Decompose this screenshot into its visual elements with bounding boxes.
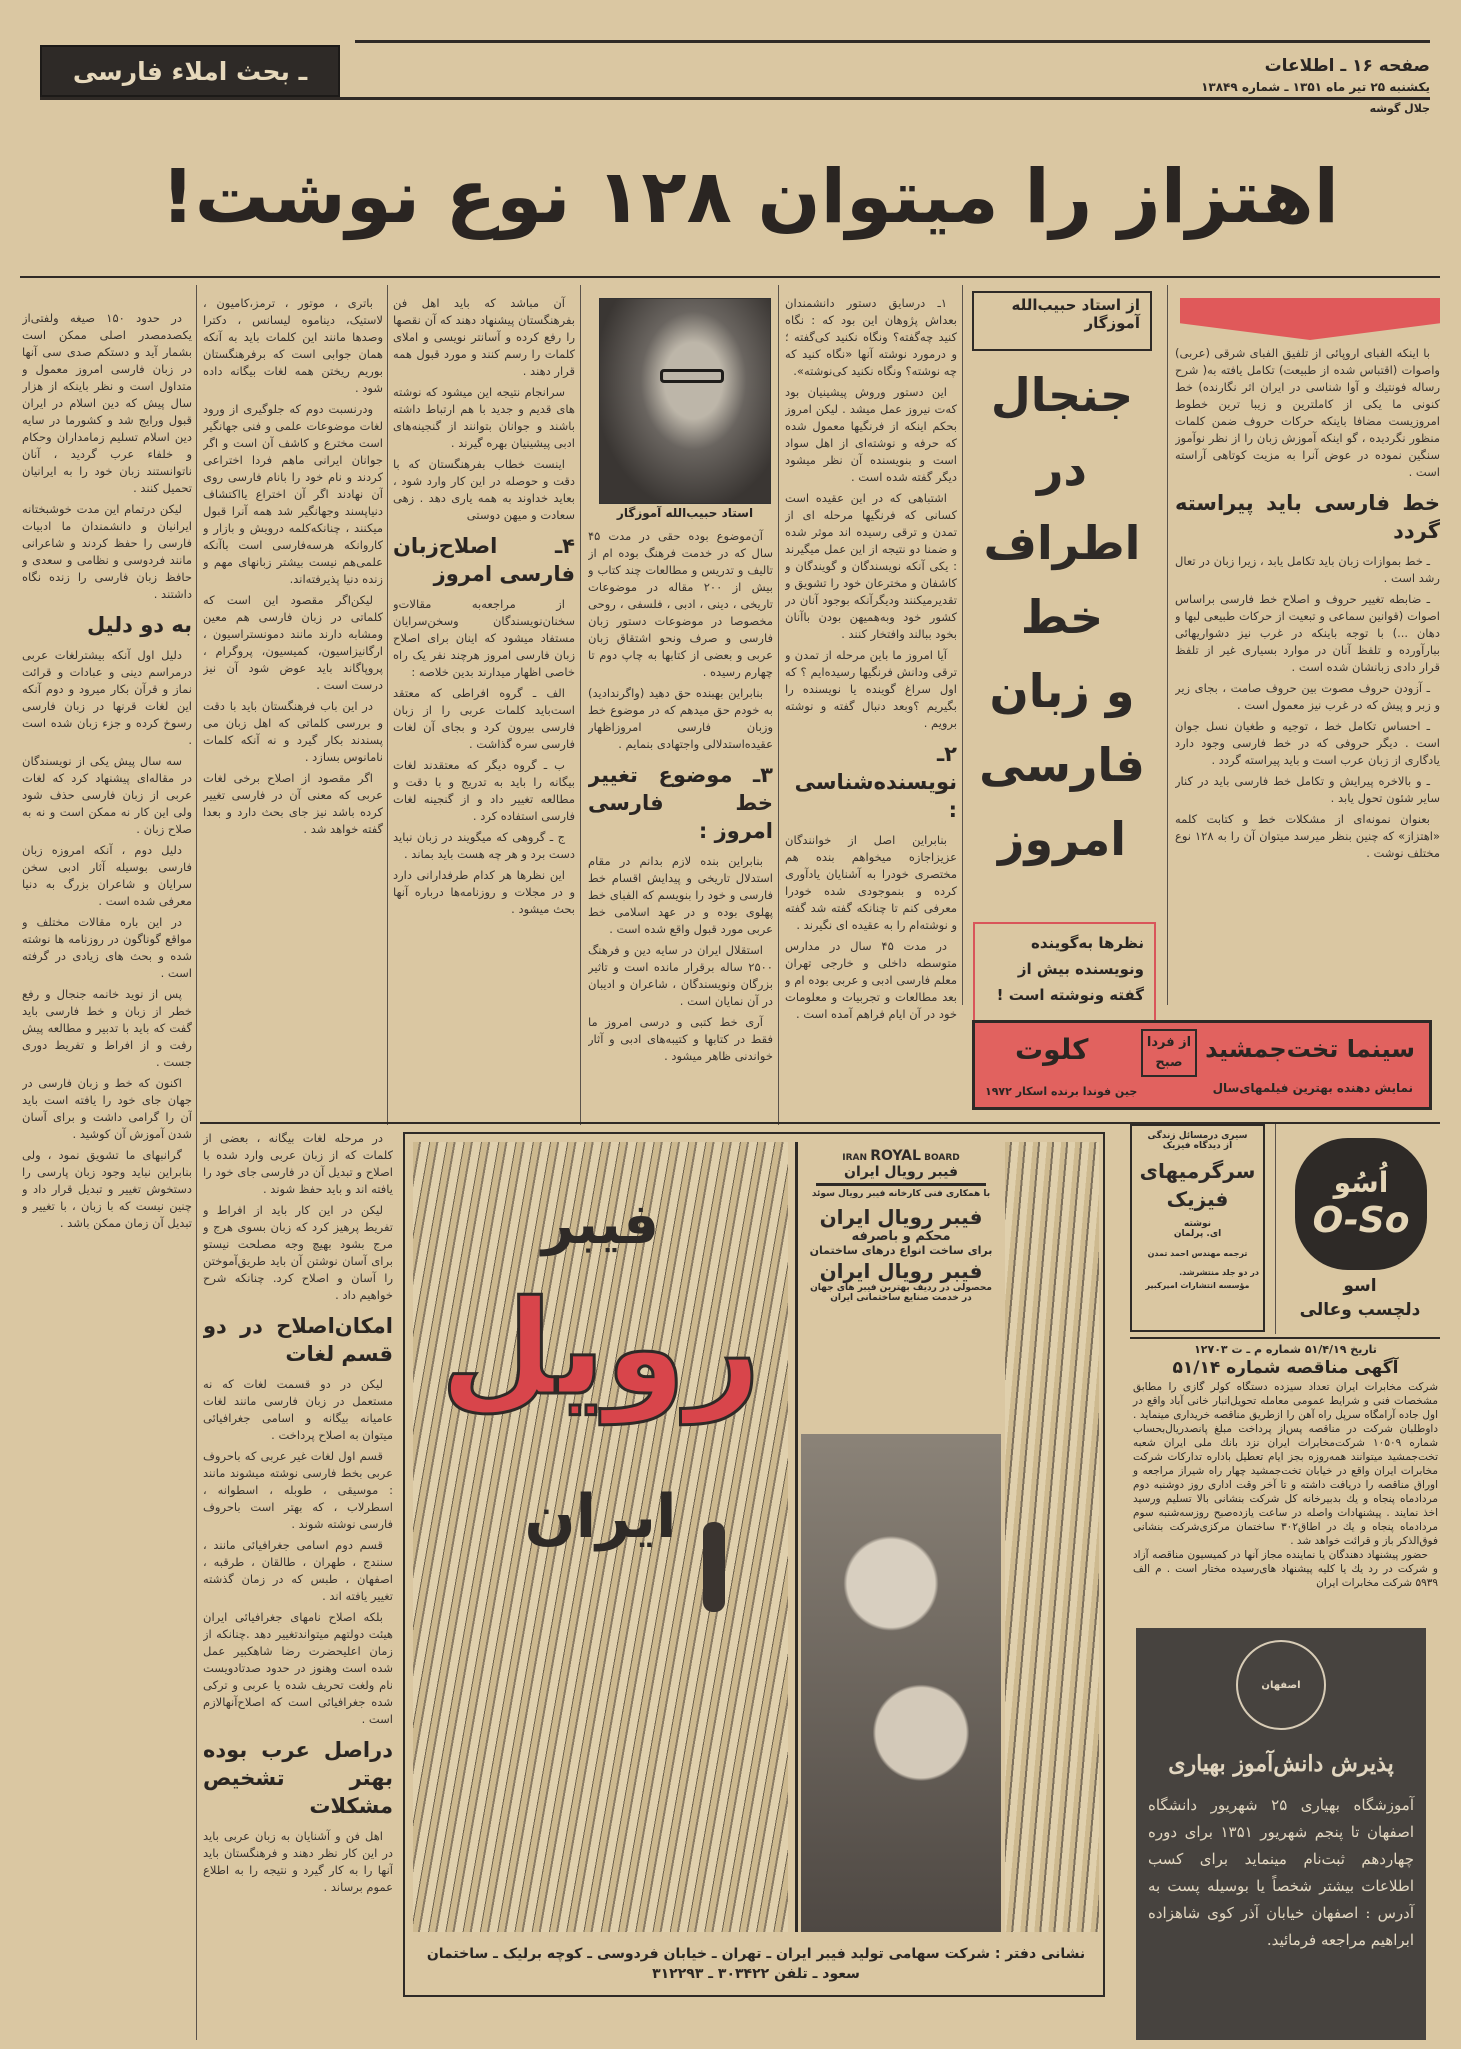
book-pre-1: سیری درمسائل زندگی [1147, 1131, 1248, 1141]
date-line: یکشنبه ۲۵ تیر ماه ۱۳۵۱ ـ شماره ۱۳۸۴۹ [1201, 80, 1430, 94]
paragraph: ـ آزودن حروف مصوت بین حروف صامت ، بجای زیر و زبر و پیش که در غرب نیز معمول است . [1175, 681, 1440, 712]
glasses-shape [660, 369, 724, 383]
page-info: صفحه ۱۶ ـ اطلاعات [1264, 56, 1430, 76]
royal-name-2: فیبر رویال ایران [819, 1259, 983, 1283]
paragraph: ـ احساس تکامل خط ، توجیه و طغیان نسل جوان است . دیگر حروفی که در خط فارسی وجود دارد یادگاری از زبان عرب است و باید پیراسته گردد . [1175, 719, 1440, 767]
feature-title-line: فارسی [979, 738, 1145, 792]
book-ad [1130, 1124, 1265, 1332]
film-title: کلوت [1015, 1033, 1089, 1066]
feature-title [966, 358, 1158, 876]
column-divider [196, 285, 197, 2040]
article-column-7 [203, 1130, 393, 2040]
paragraph: اینست خطاب بفرهنگستان که با دقت و حوصله در این کار وارد شود ، بعاید خداوند به همه یاری دهد . زهی سعادت و میهن دوستی [393, 457, 575, 522]
paragraph: سه سال پیش یکی از نویسندگان در مقاله‌ای پیشنهاد کرد که لغات عربی از زبان فارسی حذف شود ولی این کار نه ممکن است و نه به صلاح زبان . [22, 754, 192, 836]
red-ribbon [1180, 298, 1440, 340]
oso-logo-fa: اُسُو [1333, 1166, 1389, 1199]
ad-divider [795, 1142, 798, 1932]
column-divider [580, 285, 581, 1125]
university-seal-icon [1236, 1640, 1326, 1730]
column-divider [1275, 1124, 1276, 1334]
paragraph: قسم اول لغات غیر عربی که باحروف عربی بخط فارسی نوشته میشوند مانند : موسیقی ، طوبله ، اسطوانه ، اسطرلاب ، که بهتر است باحروف فارسی نوشته شوند . [203, 1449, 393, 1531]
royal-name: فیبر رویال ایران [819, 1205, 983, 1229]
paragraph: گرانبهای ما تشویق نمود ، ولی بنابراین نباید وجود زبان پارسی را دستخوش تغییر و تبدیل قرار داد و چنین نیست که با زبان ، با تغییر و تبدیل آن زمان ممکن باشد . [22, 1148, 192, 1230]
column-divider [962, 285, 963, 1005]
seal-text: اصفهان [1261, 1679, 1301, 1691]
article-column-5 [203, 295, 383, 1115]
subheading: امکان‌اصلاح در دو قسم لغات [203, 1314, 393, 1366]
section-label-box [40, 45, 340, 97]
film-note: جین فوندا برنده اسکار ۱۹۷۲ [985, 1085, 1138, 1098]
royal-tag-2: برای ساخت انواع درهای ساختمان [809, 1244, 993, 1257]
paragraph: در مرحله لغات بیگانه ، بعضی از کلمات که از زبان عربی وارد شده با اصلاح و تبدیل آن در فارسی جای خود را یافته اند و باید حفظ شوند . [203, 1131, 393, 1196]
book-by-label: نوشته [1183, 1219, 1211, 1229]
photo-caption: استاد حبیب‌الله آموزگار [616, 506, 754, 520]
cinema-badge: از فردا صبح [1141, 1029, 1197, 1077]
paragraph: لیکن در دو قسمت لغات که نه مستعمل در زبان فارسی مانند لغات عامیانه بیگانه و اسامی جغرافیائی میتوان به اصلاح پرداخت . [203, 1377, 393, 1442]
paragraph: اکنون که خط و زبان فارسی در جهان جای خود را یافته است باید آن را گرامی داشت و برای آسان شدن آموزش آن کوشید . [22, 1076, 192, 1141]
paragraph: ـ خط بموازات زبان باید تکامل یابد ، زیرا زبان در تعال رشد است . [1175, 554, 1440, 585]
book-title: سرگرمیهای فیزیک [1139, 1159, 1256, 1211]
paragraph: اشتباهی که در این عقیده است کسانی که فرنگیها مرحله ای از تمدن و ترقی رسیده اند موثر شده و ضمنا دو نتیجه از این عمل میگیرند : یکی آنکه نویسندگان و گویندگان و کاشفان و مخترعان خود را تشویق و تقدیرمیکنند ودیگرآنکه بوجود آنان در کشور خود وبه‌همیهن بودن باآنان بخود ببالند وافتخار کنند . [785, 491, 957, 641]
royal-tag-1: محکم و باصرفه [851, 1229, 951, 1244]
paragraph: در مدت ۴۵ سال در مدارس متوسطه داخلی و خارجی تهران معلم فارسی ادبی و عربی بوده ام و بعد مطالعات و تجربیات و معلومات خود در آن ایام فراهم آمده است . [785, 939, 957, 1021]
book-pre-2: از دیدگاه فیزیک [1162, 1141, 1233, 1151]
book-author: ای. پرلمان [1173, 1229, 1222, 1239]
column-divider [387, 285, 388, 1125]
logo-en-2: ROYAL [870, 1148, 921, 1164]
paragraph: لیکن‌اگر مقصود این است که کلماتی در زبان فارسی هم معین ومشابه دارند مانند دمونستراسیون ، ارگانیزاسیون، کمیسیون، پروگرام ، پروپاگاند باید عوض شود آن نیز درست است . [203, 593, 383, 692]
royal-logo [816, 1148, 986, 1186]
subheading: دراصل عرب بوده بهتر تشخیص مشکلات [203, 1738, 393, 1818]
subheading: ۴ـ اصلاح‌زبان فارسی امروز [393, 534, 575, 586]
oso-slogan: دلچسب وعالی [1299, 1300, 1421, 1320]
book-publisher: مؤسسه انتشارات امیرکبیر [1145, 1281, 1250, 1290]
paragraph: آیا امروز ما باین مرحله از تمدن و ترقی ودانش فرنگیها رسیده‌ایم ؟ که اول سراغ گوینده یا نویسنده را بگیریم ؟وبعد دنبال گفته و نوشته برویم . [785, 648, 957, 730]
paragraph: اهل فن و آشنایان به زبان عربی باید در این کار نظر دهند و فرهنگستان باید آنها را به کار گیرد و نتیجه را به اطلاع عموم برساند . [203, 1829, 393, 1894]
paragraph: آری خط کتبی و درسی امروز ما فقط در کتابها و کتیبه‌های ادبی و آثار خواندنی ظاهر میشود . [588, 1015, 773, 1063]
oso-logo [1295, 1138, 1427, 1270]
article-column-2 [785, 295, 957, 1115]
paragraph: در این باب فرهنگستان باید با دقت و بررسی کلماتی که اهل زبان می پسندند بکار گیرد و نه آنکه کلمات نامانوس بسازد . [203, 699, 383, 764]
royal-tag-3: محصولی در ردیف بهترین فیبر های جهان [810, 1283, 992, 1293]
subheading: ۳ـ موضوع تغییر خط فارسی امروز : [588, 763, 773, 843]
article-column-3 [588, 528, 773, 1118]
paragraph: بلکه اصلاح نامهای جغرافیائی ایران هیئت دولتهم میتواندتغییر دهد .چنانکه از زمان اعلیحضرت رضا شاهکبیر عمل شده است وهنوز در حدود صدتادویست نام ولغت تحریف شده یا عربی و ترکی شده جغرافیائی است که اصلاح‌آنهالازم است . [203, 1610, 393, 1726]
paragraph: با اینکه الفبای اروپائی از تلفیق الفبای شرقی (عربی) واصوات (اقتباس شده از طبیعت) تکامل یافته به( شرح رساله فونتیك و آوا شناسی در ایران اثر نگارنده) خط کنونی ما یکی از کاملترین و زیبا ترین خطوط امروزیست مضافا باینکه حرکات حروف ضمن کلمات منظور نگردیده ، گو اینکه آموزش زبان را از نظر نوآموز سنگین نموده در عوض آنرا به مزیت کوتاهی آراسته است . [1175, 346, 1440, 479]
paragraph: الف ـ گروه افراطی که معتقد است‌باید کلمات عربی را از زبان فارسی بیرون کرد و بجای آن لغات فارسی سره گذاشت . [393, 686, 575, 751]
article-column-1 [1175, 345, 1440, 1005]
feature-title-line: خط [1020, 590, 1104, 644]
cinema-name: سینما تخت‌جمشید [1205, 1035, 1415, 1063]
paragraph: ج ـ گروهی که میگویند در زبان نباید دست برد و هر چه هست باید بماند . [393, 830, 575, 861]
logo-en-3: BOARD [924, 1153, 960, 1163]
tender-body-2: حضور پیشنهاد دهندگان یا نماینده مجاز آنها در کمیسیون مناقصه آزاد و شرکت در رد یك یا کلیه پیشنهاد های‌رسیده مختار است . م الف ۵۹۳۹ شرکت مخابرات ایران [1133, 1549, 1438, 1589]
feature-title-line: و زبان [989, 664, 1135, 718]
logo-fa: فیبر رویال ایران [844, 1164, 958, 1180]
oso-ad [1285, 1130, 1435, 1330]
children-photo [801, 1434, 1001, 1932]
main-headline: اهتزاز را میتوان ۱۲۸ نوع نوشت! [160, 154, 1340, 240]
paragraph: ـ و بالاخره پیرایش و تکامل خط فارسی باید در کنار سایر شئون تحول یابد . [1175, 774, 1440, 805]
author-photo [599, 298, 771, 504]
tender-body: شرکت مخابرات ایران تعداد سیزده دستگاه کولر گازی را مطابق مشخصات فنی و شرایط عمومی معامله تحویل‌انبار خانی آباد واقع در اول جاده آرامگاه سرپل راه آهن را ازطریق مناقصه خریداری مینماید . داوطلبان شرکت در مناقصه پس‌از پرداخت مبلغ پانصدریال‌بحساب شماره ۱۰۵۰۹ شرکت‌مخابرات ایران نزد بانك ملی ایران شعبه تخت‌جمشید میتوانند همه‌روزه بجز ایام تعطیل باداره تدارکات شرکت مخابرات ایران واقع در خیابان تخت‌جمشید چهار راه شیراز مراجعه و اوراق مناقصه را دریافت داشته و تا آخر وقت اداری روز دوشنبه دوم مردادماه پنجاه و یك بدبیرخانه کل شرکت بنشانی بالا تسلیم ورسید اخذ نمایند . پیشنهادات واصله در ساعت یازده‌صبح روزسه‌شنبه سوم مردادماه پنجاه و یك در اطاق۳۰۲ ساختمان مرکزی‌شرکت بنشانی فوق‌الذکر باز و قرائت خواهد شد . [1133, 1381, 1438, 1547]
tender-notice [1133, 1342, 1438, 1590]
headline-rule [20, 276, 1440, 278]
paragraph: ودرنسبت دوم که جلوگیری از ورود لغات موضوعات علمی و فنی جهانگیر است مخترع و کاشف آن است و اگر جوانان ایرانی ماهم فردا اختراعی کردند و نام خود را بانام فارسی روی آن نهادند اگر آن اختراع یااکتشاف دنیاپسند وجهانگیر شد همه آنرا قبول میکنند ، چنانکه‌کلمه درویش و بازار و کاروانکه هرسه‌فارسی است باآنکه علمی‌هم نیست بیشتر زبانهای مهم و زنده دنیا پذیرفته‌اند. [203, 402, 383, 586]
feature-title-line: اطراف [983, 516, 1141, 570]
feature-title-line: جنجال [990, 368, 1134, 422]
paragraph: از مراجعه‌به مقالات‌و سخنان‌نویسندگان وسخن‌سرایان مستفاد میشود که اینان برای اصلاح زبان فارسی امروز هرچند نفر یک راه خاصی اظهار میدارند بدین خلاصه : [393, 597, 575, 679]
byline: جلال گوشه [1369, 102, 1430, 115]
article-column-4 [393, 295, 575, 1115]
paragraph: استقلال ایران در سایه دین و فرهنگ ۲۵۰۰ ساله برقرار مانده است و تاثیر بزرگان ونویسندگان ، شاعران و ادیبان در آن نمایان است . [588, 943, 773, 1008]
tender-title: آگهی مناقصه شماره ۵۱/۱۴ [1172, 1358, 1399, 1378]
paragraph: سرانجام نتیجه این میشود که نوشته های قدیم و جدید با هم ارتباط داشته باشند و جوانان بتوانند از گنجینه‌های ادبی پیشینیان بهره گیرند . [393, 385, 575, 450]
oso-name: اسو [1343, 1276, 1377, 1296]
paragraph: ـ ضابطه تغییر حروف و اصلاح خط فارسی براساس اصوات (قوانین سماعی و تبعیت از حرکات طبیعی لبها و دهان ...) با توجه باینکه در غرب نیز دشواریهائی ببارآورده و تلفظ آنان در موارد بسیاری غیر از تلفظ قرار دادی زبانشان شده است . [1175, 592, 1440, 674]
isfahan-body: آموزشگاه بهیاری ۲۵ شهریور دانشگاه اصفهان تا پنجم شهریور ۱۳۵۱ برای دوره چهاردهم ثبت‌نام مینماید برای کسب اطلاعات بیشتر شخصاً یا بوسیله پست به آدرس : اصفهان خیابان آذر کوی شاهزاده ابراهیم مراجعه فرمائید. [1148, 1796, 1414, 1949]
section-label: ـ بحث املاء فارسی [72, 56, 308, 86]
feature-title-line: در [1036, 442, 1088, 496]
royal-coop: با همکاری فنی کارخانه فیبر رویال سوئد [811, 1189, 991, 1199]
paragraph: بنابراین اصل از خوانندگان عزیزاجازه میخواهم بنده هم مختصری خودرا به آشنایان یادآوری کرده و بنموجودی شده خودرا معرفی کنم تا چنانکه گفته شد گفته و نوشته‌ام را به عقیده ای نگیرند . [785, 833, 957, 932]
paragraph: دلیل اول آنکه بیشترلغات عربی درمراسم دینی و عبادات و قرائت نماز و قرآن بکار میرود و دوم آنکه این لغات قرنها در زبان فارسی رسوخ کرده و جزء زبان شده است . [22, 648, 192, 747]
column-divider [778, 285, 779, 1125]
cinema-ad [972, 1020, 1432, 1110]
subheading: ۲ـ نویسنده‌شناسی : [794, 742, 957, 822]
logo-en-1: IRAN [842, 1153, 868, 1163]
paragraph: بنابراین بنده لازم بدانم در مقام استدلال تاریخی و پیدایش اقسام خط فارسی و خود را بنویسم که الفبای خط پهلوی بوده و در عهد اسلامی خط عربی مورد قبول واقع شده است . [588, 854, 773, 936]
pull-quote: نظرها به‌گوینده ونویسنده بیش از گفته ونوشته است ! [996, 934, 1144, 1004]
column-divider [1167, 285, 1168, 1005]
paragraph: ب ـ گروه دیگر که معتقدند لغات بیگانه را باید به تدریج و با دقت و مطالعه تغییر داد و از گنجینه لغات فارسی استفاده کرد . [393, 758, 575, 823]
author-box-text: از استاد حبیب‌الله آموزگار [1011, 296, 1140, 332]
subheading: خط فارسی باید پیراسته گردد [1175, 491, 1440, 543]
paragraph: این دستور وروش پیشینیان بود که‌ت نیروز عمل میشد . لیکن امروز بحکم اینکه از فرنگیها معمول شده که حرفه و نوشته‌ای از اهل سواد است و بنویسنده آن نظر میشود دیگر گفته شده است . [785, 385, 957, 484]
paragraph: لیکن در این کار باید از افراط و تفریط پرهیز کرد که زبان بسوی هرج و مرج بشود بهیچ وجه مصلحت نیستو برای آسان نوشتن آن باید طریق‌آموختن را آسان و اصلاح کرد. چنانکه شرح خواهیم داد . [203, 1203, 393, 1302]
isfahan-title: پذیرش دانش‌آموز بهیاری [1168, 1751, 1394, 1777]
paragraph: اگر مقصود از اصلاح برخی لغات عربی که معنی آن در فارسی تغییر کرده باشد نیز جای بحث دارد و بعدا گفته خواهد شد . [203, 771, 383, 836]
book-note: در دو جلد منتشرشد. [1179, 1268, 1259, 1277]
top-rule [355, 40, 1430, 43]
royal-ad [403, 1132, 1105, 1997]
door-handle-icon [703, 1522, 725, 1612]
paragraph: ۱ـ درسایق دستور دانشمندان بعداش پژوهان این بود که : نگاه کنید چه‌گفته؟ ونگاه نکنید کی‌گفته ؛ و درمورد نوشته آنها «نگاه کنید که چه نوشته؟ ونگاه نکنید کی‌نوشته». [785, 296, 957, 378]
cinema-tagline: نمایش دهنده بهترین فیلمهای‌سال [1212, 1081, 1413, 1095]
feature-title-line: امروز [998, 812, 1126, 866]
isfahan-ad [1136, 1628, 1426, 2040]
header-rule [40, 97, 1430, 100]
royal-tag-4: در خدمت صنایع ساختمانی ایران [830, 1293, 972, 1303]
paragraph: این نظرها هر کدام طرفدارانی دارد و در مجلات و روزنامه‌ها درباره آنها بحث میشود . [393, 868, 575, 916]
paragraph: بعنوان نمونه‌ای از مشکلات خط و کتابت کلمه «اهتزاز» که چنین بنظر میرسد میتوان آن را به ۱۲۸ نوع مختلف نوشت . [1175, 812, 1440, 860]
book-translator: ترجمه مهندس احمد تمدن [1147, 1249, 1248, 1258]
art-word-1: فیبر [541, 1192, 660, 1257]
art-word-3: ایران [524, 1482, 677, 1552]
subheading: به دو دلیل [86, 613, 192, 637]
paragraph: باتری ، موتور ، ترمز،کامیون ، لاستیک، دیناموه لیسانس ، دکترا وصدها مانند این کلمات باید به آنکه همان جوابی است که برفرهنگستان بوریم ریختن همه لغات بیگانه داده شود . [203, 296, 383, 395]
royal-footer: نشانی دفتر : شرکت سهامی تولید فیبر ایران ـ تهران ـ خیابان فردوسی ـ کوچه برلیک ـ ساختمان سعود ـ تلفن ۳۰۳۴۲۲ ـ ۳۱۲۲۹۳ [426, 1946, 1086, 1982]
paragraph: پس از نوید خانمه جنجال و رفع خطر از زبان و خط فارسی باید گفت که باید با تدبیر و مطالعه پیش رفت و از افراط و تفریط دوری جست . [22, 987, 192, 1069]
author-box [972, 291, 1152, 351]
paragraph: در این باره مقالات مختلف و مواقع گوناگون در روزنامه ها نوشته شده و بحث های زیادی در گرفته است . [22, 915, 192, 980]
paragraph: قسم دوم اسامی جغرافیائی مانند ، سنندج ، طهران ، طالقان ، طرقبه ، اصفهان ، طبس که در زمان گذشته تغییر یافته اند . [203, 1538, 393, 1603]
paragraph: بنابراین بهبنده حق دهید (واگرندادید) به خودم حق میدهم که در موضوع خط وزبان فارسی امروزاظهار عقیده‌استدلالی واجتهادی بنمایم . [588, 686, 773, 751]
tender-ref: تاریخ ۵۱/۴/۱۹ شماره م ـ ت ۱۲۷۰۳ [1194, 1343, 1377, 1356]
ad-rule [1130, 1337, 1440, 1339]
paragraph: لیکن درتمام این مدت خوشبختانه ایرانیان و دانشمندان ما ادبیات فارسی را حفظ کردند و شاعرانی مانند فردوسی و نظامی و سعدی و حافظ زبان فارسی را زنده نگاه داشتند . [22, 502, 192, 601]
wood-strip [1005, 1142, 1099, 1932]
oso-logo-en: O-So [1312, 1200, 1410, 1241]
paragraph: در حدود ۱۵۰ صیغه ولفتی‌از یکصدمصدر اصلی ممکن است بشمار آید و دستکم صدی سی آنها در زبان فارسی امروز معمول و متداول است و نظر باینکه از هزار سال پیش که دین اسلام در ایران قبول ورایج شد و کشورما در سایه دین اسلام تسلیم زمامداران وحکام و خلفاء عرب گردید ، آنان ناتوانستند زبان خود را به ایرانیان تحمیل کنند . [22, 311, 192, 495]
royal-text-panel [801, 1142, 1001, 1303]
paragraph: آن‌موضوع بوده حقی در مدت ۴۵ سال که در خدمت فرهنگ بوده ام از تالیف و تدریس و مطالعات چند کتاب و بیش از ۲۰۰ مقاله در موضوعات تاریخی ، دینی ، ادبی ، فلسفی ، روحی مخصوصا در موضوعات دستور زبان فارسی و صرف ونحو اشتقاق زبان عربی و بعضی از کتابها به چاپ دوم تا چهارم رسیده . [588, 529, 773, 679]
art-word-2: رویل [440, 1272, 761, 1424]
article-column-6 [22, 310, 192, 2040]
paragraph: آن‌ مباشد که باید اهل فن بفرهنگستان پیشنهاد دهند که آن نقصها را رفع کرده و آسانتر نویسی و املای کلمات را رسم کنند و مورد قبول همه قرار دهند . [393, 296, 575, 378]
wood-art-panel [413, 1142, 788, 1932]
paragraph: دلیل دوم ، آنکه امروزه زبان فارسی بوسیله آثار ادبی سخن سرایان و شاعران بزرگ به دنیا معرفی شده است . [22, 843, 192, 908]
